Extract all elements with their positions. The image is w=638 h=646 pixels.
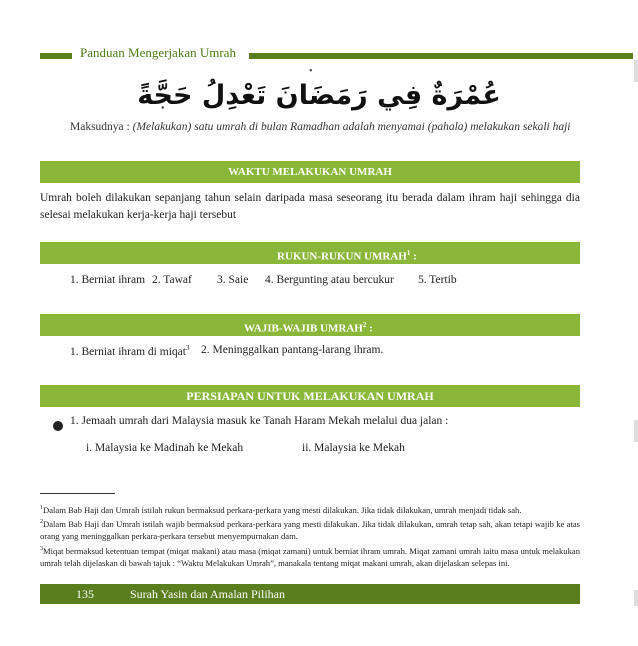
- section-header-waktu: [40, 161, 580, 183]
- wajib-item-1-text: 1. Berniat ihram di miqat: [70, 345, 186, 358]
- footnote-ref-3: 3: [185, 344, 190, 352]
- page-edge-mark: [634, 60, 638, 82]
- wajib-item-1: [70, 344, 189, 358]
- section-title-suffix: :: [366, 322, 373, 335]
- section-title-waktu: WAKTU MELAKUKAN UMRAH: [228, 166, 392, 178]
- wajib-item-2: 2. Meninggalkan pantang-larang ihram.: [201, 344, 384, 356]
- section-title-wajib: WAJIB-WAJIB UMRAH: [244, 322, 363, 335]
- persiapan-item-1: 1. Jemaah umrah dari Malaysia masuk ke Tanah Haram Mekah melalui dua jalan :: [70, 415, 449, 427]
- section-header-persiapan: [40, 385, 580, 407]
- footnote-ref-1: 1: [406, 249, 411, 257]
- section-title-rukun: RUKUN-RUKUN UMRAH: [277, 250, 407, 263]
- hadith-translation: [70, 121, 571, 133]
- page-edge-mark: [634, 420, 638, 442]
- section-header-wajib: [40, 314, 580, 336]
- rukun-item: 3. Saie: [217, 274, 249, 286]
- footnote-divider: [40, 493, 115, 494]
- section-title-suffix: :: [410, 250, 417, 263]
- translation-text: (Melakukan) satu umrah di bulan Ramadhan adalah menyamai (pahala) melakukan sekali haji: [132, 121, 571, 133]
- rukun-item: 5. Tertib: [418, 274, 457, 286]
- decorative-dot: •: [309, 66, 313, 77]
- rukun-item: 1. Berniat ihram: [70, 274, 146, 286]
- footnote-item: $^2$Dalam Bab Haji dan Umrah istilah wajib bermaksud perkara-perkara yang mesti dilakukan. Jika tidak dilakukan, umrah tetap sah, akan tetapi wajib ke atas orang yang meninggalkan perkara-perkara tersebut menyempurnakan dam.: [40, 519, 580, 542]
- waktu-paragraph: Umrah boleh dilakukan sepanjang tahun selain daripada masa seseorang itu berada dalam ihram haji sehingga dia selesai melakukan kerja-kerja haji tersebut: [40, 192, 580, 221]
- rukun-item: 4. Bergunting atau bercukur: [265, 274, 394, 286]
- book-title: Surah Yasin dan Amalan Pilihan: [130, 587, 285, 601]
- header-accent-bar: [40, 53, 72, 59]
- running-header-title: Panduan Mengerjakan Umrah: [80, 45, 236, 60]
- route-option-1: i. Malaysia ke Madinah ke Mekah: [86, 442, 244, 454]
- section-header-rukun: [40, 242, 580, 264]
- footer-bar: [40, 584, 580, 604]
- footnotes: [40, 502, 580, 569]
- rukun-item: 2. Tawaf: [152, 274, 192, 286]
- section-title-persiapan: PERSIAPAN UNTUK MELAKUKAN UMRAH: [186, 389, 434, 403]
- translation-prefix: Maksudnya :: [70, 121, 133, 133]
- page-edge-mark: [634, 590, 638, 606]
- page-number: 135: [76, 587, 94, 601]
- footnote-ref-2: 2: [362, 321, 367, 329]
- footnote-item: $^1$Dalam Bab Haji dan Umrah istilah rukun bermaksud perkara-perkara yang mesti dilakukan. Jika tidak dilakukan, umrah menjadi tidak sah.: [40, 504, 522, 515]
- route-option-2: ii. Malaysia ke Mekah: [302, 442, 405, 454]
- footnote-item: $^3$Miqat bermaksud ketentuan tempat (miqat makani) atau masa (miqat zamani) untuk berniat ihram umrah. Miqat zamani umrah iaitu masa untuk melakukan umrah telah dijelaskan di bawah tajuk : “Waktu Melakukan Umrah”, manakala tentang miqat makani umrah, akan dijelaskan selepas ini.: [40, 545, 580, 568]
- header-rule: [249, 53, 633, 59]
- bullet-point: [53, 421, 63, 431]
- arabic-hadith: عُمْرَةٌ فِي رَمَضَانَ تَعْدِلُ حَجَّةً: [137, 80, 501, 111]
